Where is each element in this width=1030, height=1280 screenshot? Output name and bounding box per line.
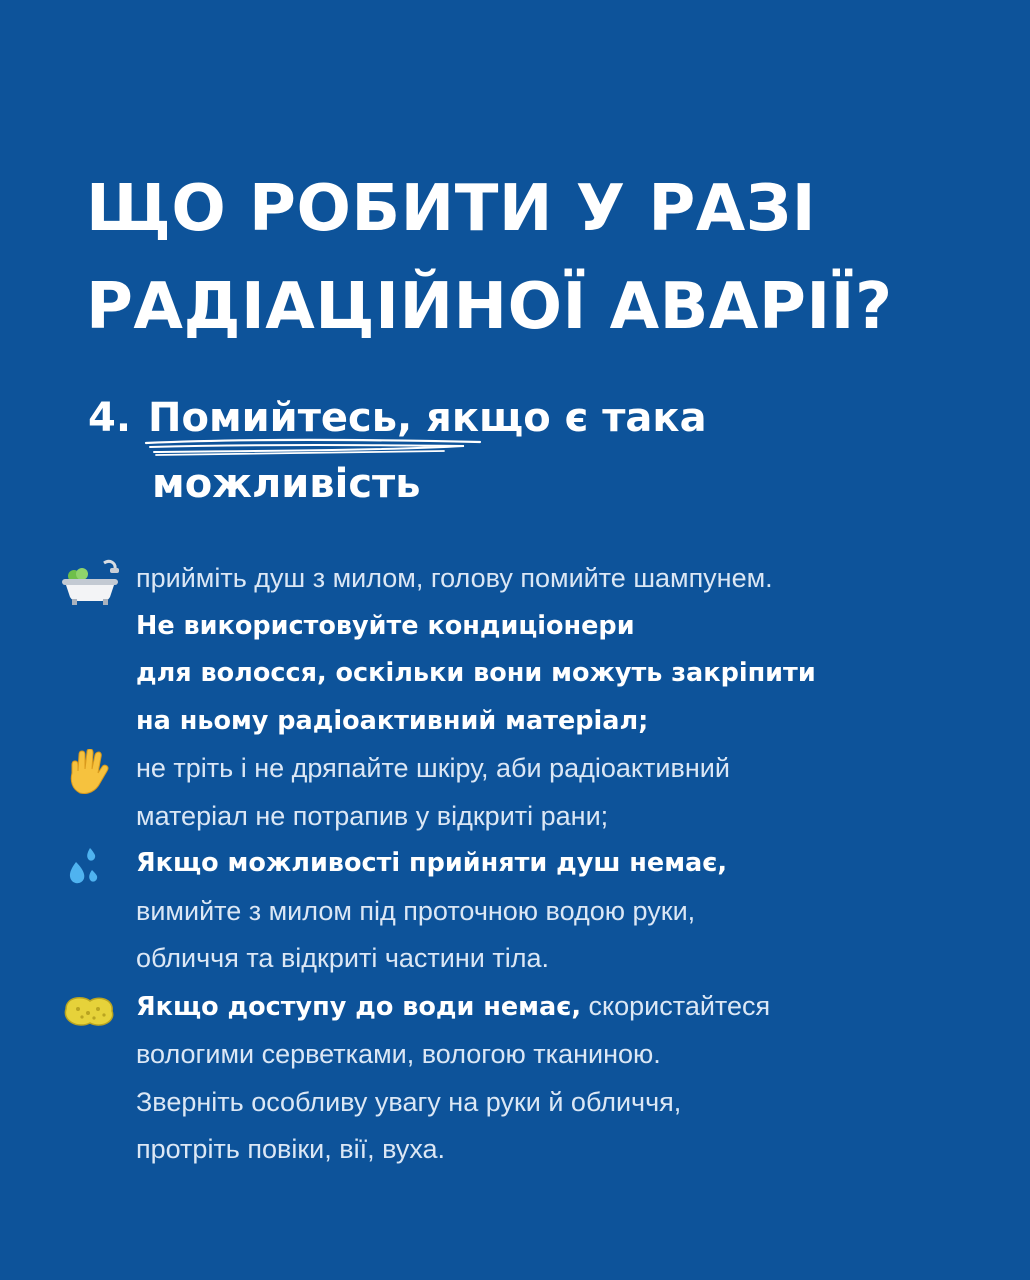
step-heading-keyword: Помийтесь, xyxy=(148,395,413,441)
item-text-light: не тріть і не дряпайте шкіру, аби радіоактивний xyxy=(136,753,730,783)
list-item xyxy=(60,983,960,1174)
instructions-list xyxy=(60,555,960,1174)
step-heading-line-2: можливість xyxy=(152,461,421,507)
bathtub-icon xyxy=(60,559,120,599)
raised-hand-icon xyxy=(60,749,120,789)
item-text-light: скористайтеся xyxy=(581,990,771,1021)
item-text-bold: Не використовуйте кондиціонери xyxy=(136,610,635,641)
water-drops-icon xyxy=(60,844,120,884)
item-text-light: вимийте з милом під проточною водою руки, xyxy=(136,895,696,926)
item-text-light: прийміть душ з милом, голову помийте шампунем. xyxy=(136,563,773,593)
title-line-1: ЩО РОБИТИ У РАЗІ xyxy=(86,172,817,246)
item-text-light: матеріал не потрапив у відкриті рани; xyxy=(136,800,609,831)
item-text-light: вологими серветками, вологою тканиною. xyxy=(136,1039,661,1069)
step-heading xyxy=(88,385,968,517)
item-text-mixed xyxy=(136,983,960,1032)
list-item xyxy=(60,745,960,840)
step-heading-rest: якщо є така xyxy=(412,395,707,441)
item-text-light: протріть повіки, вії, вуха. xyxy=(136,1134,446,1164)
item-text-bold: Якщо доступу до води немає, xyxy=(136,991,582,1022)
sponge-icon xyxy=(60,987,120,1027)
step-number: 4. xyxy=(88,395,132,441)
step-heading-underlined-word xyxy=(148,385,412,451)
item-text-bold: Якщо можливості прийняти душ немає, xyxy=(136,848,728,878)
page-title xyxy=(86,160,966,356)
item-text-bold: на ньому радіоактивний матеріал; xyxy=(136,705,649,736)
list-item xyxy=(60,555,960,745)
title-line-2: РАДІАЦІЙНОЇ АВАРІЇ? xyxy=(86,270,893,344)
item-text-light: обличчя та відкриті частини тіла. xyxy=(136,943,549,973)
item-text-bold: для волосся, оскільки вони можуть закріпити xyxy=(136,658,816,688)
list-item xyxy=(60,840,960,983)
item-text-light: Зверніть особливу увагу на руки й обличчя, xyxy=(136,1086,682,1117)
hand-drawn-underline xyxy=(144,437,484,461)
